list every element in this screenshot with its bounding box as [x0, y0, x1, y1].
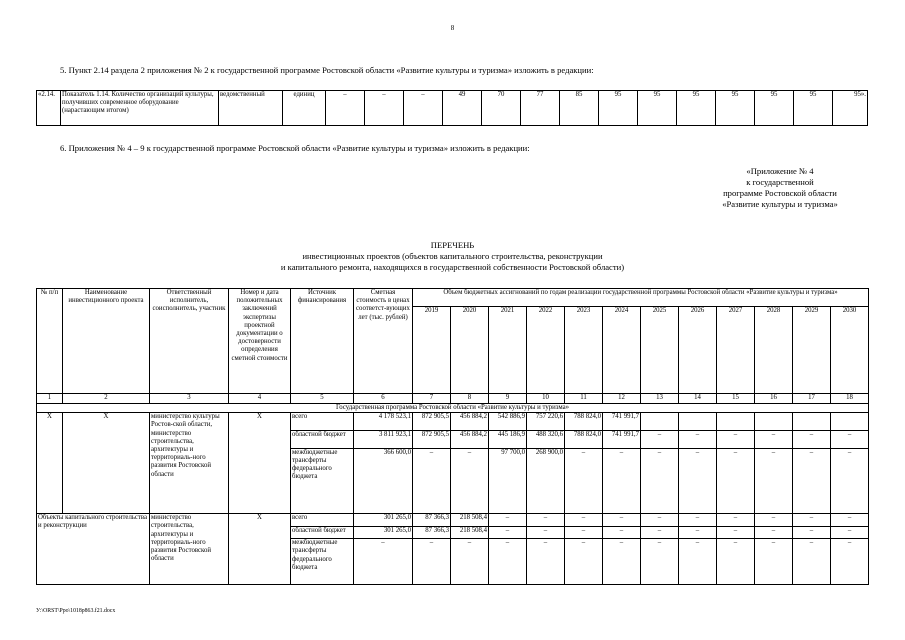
column-number: 5: [291, 394, 354, 404]
column-number: 8: [451, 394, 489, 404]
value-cell: –: [527, 514, 565, 527]
value-cell: –: [641, 448, 679, 513]
value-cell: –: [565, 526, 603, 539]
appendix-line: «Приложение № 4: [746, 166, 814, 176]
value-cell: –: [603, 514, 641, 527]
header-year: 2019: [413, 307, 451, 394]
column-number: 6: [354, 394, 413, 404]
funding-source: межбюджетные трансферты федерального бюджета: [291, 539, 354, 585]
header-year: 2029: [793, 307, 831, 394]
header-estimated-cost: Сметная стоимость в ценах соответст-вующих лет (тыс. рублей): [354, 289, 413, 394]
value-cell: 445 186,9: [489, 431, 527, 449]
value-cell: –: [679, 448, 717, 513]
value-cell: –: [565, 539, 603, 585]
funding-source: межбюджетные трансферты федерального бюджета: [291, 448, 354, 513]
paragraph-6: 6. Приложения № 4 – 9 к государственной программе Ростовской области «Развитие культуры и туризма» изложить в редакции:: [60, 143, 530, 153]
footer-path: У:\ORST\Ppo\1018p863.f21.docx: [36, 608, 116, 614]
conclusion: Х: [229, 514, 291, 585]
value-cell: 488 320,6: [527, 431, 565, 449]
indicator-cell: ведомственный: [219, 91, 283, 126]
value-cell: 218 508,4: [451, 514, 489, 527]
document-title: [0, 240, 905, 273]
value-cell: 218 508,4: [451, 526, 489, 539]
project-name: Х: [63, 413, 150, 514]
table-row: [37, 514, 869, 527]
value-cell: –: [679, 514, 717, 527]
column-number: 9: [489, 394, 527, 404]
value-cell: –: [451, 539, 489, 585]
indicator-cell: 49: [443, 91, 482, 126]
value-cell: –: [831, 539, 869, 585]
value-cell: 788 824,0: [565, 413, 603, 431]
header-budget: Объем бюджетных ассигнований по годам реализации государственной программы Ростовской области «Развитие культуры и туризма»: [413, 289, 869, 307]
header-project-name: Наименование инвестиционного проекта: [63, 289, 150, 394]
indicator-cell: 95: [755, 91, 794, 126]
value-cell: –: [755, 431, 793, 449]
value-cell: –: [527, 539, 565, 585]
indicator-cell: 95: [677, 91, 716, 126]
value-cell: –: [565, 448, 603, 513]
value-cell: 757 220,6: [527, 413, 565, 431]
value-cell: –: [755, 448, 793, 513]
column-number: 13: [641, 394, 679, 404]
indicator-cell: 85: [560, 91, 599, 126]
value-cell: –: [679, 539, 717, 585]
value-cell: –: [489, 514, 527, 527]
appendix-header: [700, 166, 860, 210]
column-number: 14: [679, 394, 717, 404]
value-cell: –: [793, 431, 831, 449]
header-year: 2025: [641, 307, 679, 394]
value-cell: –: [717, 514, 755, 527]
column-number: 15: [717, 394, 755, 404]
value-cell: –: [413, 448, 451, 513]
header-year: 2028: [755, 307, 793, 394]
value-cell: –: [641, 431, 679, 449]
indicator-cell: 70: [482, 91, 521, 126]
value-cell: 456 884,2: [451, 413, 489, 431]
value-cell: –: [831, 448, 869, 513]
value-cell: –: [717, 448, 755, 513]
value-cell: 97 700,0: [489, 448, 527, 513]
column-number: 17: [793, 394, 831, 404]
column-number: 16: [755, 394, 793, 404]
indicator-cell: –: [365, 91, 404, 126]
header-year: 2021: [489, 307, 527, 394]
header-funding-source: Источник финансирования: [291, 289, 354, 394]
value-cell: –: [717, 539, 755, 585]
column-number: 11: [565, 394, 603, 404]
value-cell: 3 811 923,1: [354, 431, 413, 449]
funding-source: всего: [291, 514, 354, 527]
value-cell: –: [755, 539, 793, 585]
title-line: и капитального ремонта, находящихся в государственной собственности Ростовской области): [280, 262, 625, 272]
column-number: 12: [603, 394, 641, 404]
value-cell: 87 366,3: [413, 526, 451, 539]
value-cell: [793, 413, 831, 431]
indicator-cell: 77: [521, 91, 560, 126]
paragraph-5: 5. Пункт 2.14 раздела 2 приложения № 2 к государственной программе Ростовской области «Развитие культуры и туризма» изложить в редакции:: [60, 65, 594, 75]
row-number: Х: [37, 413, 63, 514]
value-cell: –: [679, 526, 717, 539]
executor: министерство строительства, архитектуры и территориаль-ного развития Ростовской области: [150, 514, 229, 585]
value-cell: –: [641, 526, 679, 539]
value-cell: [831, 413, 869, 431]
value-cell: –: [641, 539, 679, 585]
indicator-cell: 95».: [833, 91, 868, 126]
title-line: инвестиционных проектов (объектов капитального строительства, реконструкции: [302, 251, 603, 261]
column-number: 7: [413, 394, 451, 404]
value-cell: 268 900,0: [527, 448, 565, 513]
value-cell: 4 178 523,1: [354, 413, 413, 431]
header-year: 2020: [451, 307, 489, 394]
value-cell: –: [755, 514, 793, 527]
header-executor: Ответственный исполнитель, соисполнитель, участник: [150, 289, 229, 394]
column-number: 18: [831, 394, 869, 404]
header-year: 2030: [831, 307, 869, 394]
indicator-cell: Показатель 1.14. Количество организаций культуры, получивших современное оборудование (нарастающим итогом): [61, 91, 219, 126]
value-cell: –: [793, 539, 831, 585]
value-cell: 366 600,0: [354, 448, 413, 513]
value-cell: –: [717, 431, 755, 449]
value-cell: –: [489, 539, 527, 585]
value-cell: 87 366,3: [413, 514, 451, 527]
value-cell: –: [717, 526, 755, 539]
indicator-table: [36, 90, 868, 126]
appendix-line: к государственной: [746, 177, 814, 187]
value-cell: –: [793, 448, 831, 513]
page-number: 8: [450, 24, 455, 32]
value-cell: –: [793, 526, 831, 539]
funding-source: областной бюджет: [291, 431, 354, 449]
indicator-cell: единиц: [283, 91, 326, 126]
column-number: 4: [229, 394, 291, 404]
value-cell: 301 265,0: [354, 514, 413, 527]
title-heading: ПЕРЕЧЕНЬ: [430, 240, 475, 250]
value-cell: 741 991,7: [603, 431, 641, 449]
value-cell: –: [831, 514, 869, 527]
value-cell: 456 884,2: [451, 431, 489, 449]
indicator-cell: –: [326, 91, 365, 126]
column-numbers-row: [37, 394, 869, 404]
conclusion: Х: [229, 413, 291, 514]
value-cell: [679, 413, 717, 431]
header-year: 2023: [565, 307, 603, 394]
value-cell: –: [354, 539, 413, 585]
funding-source: всего: [291, 413, 354, 431]
indicator-cell: 95: [716, 91, 755, 126]
value-cell: –: [603, 539, 641, 585]
value-cell: 301 265,0: [354, 526, 413, 539]
value-cell: –: [603, 526, 641, 539]
value-cell: 741 991,7: [603, 413, 641, 431]
funding-source: областной бюджет: [291, 526, 354, 539]
column-number: 10: [527, 394, 565, 404]
value-cell: –: [831, 526, 869, 539]
value-cell: –: [565, 514, 603, 527]
indicator-cell: 95: [794, 91, 833, 126]
executor: министерство культуры Ростов-ской области, министерство строительства, архитектуры и территориаль-ного развития Ростовской области: [150, 413, 229, 514]
value-cell: 872 905,5: [413, 431, 451, 449]
header-year: 2024: [603, 307, 641, 394]
indicator-cell: 95: [638, 91, 677, 126]
section-title: Государственная программа Ростовской области «Развитие культуры и туризма»: [37, 404, 869, 413]
column-number: 1: [37, 394, 63, 404]
value-cell: [641, 413, 679, 431]
header-year: 2026: [679, 307, 717, 394]
value-cell: –: [489, 526, 527, 539]
header-conclusion: Номер и дата положительных заключений экспертизы проектной документации о достоверности определения сметной стоимости: [229, 289, 291, 394]
value-cell: –: [641, 514, 679, 527]
indicator-cell: –: [404, 91, 443, 126]
header-year: 2022: [527, 307, 565, 394]
value-cell: –: [679, 431, 717, 449]
appendix-line: «Развитие культуры и туризма»: [722, 199, 838, 209]
project-name: Объекты капитального строительства и реконструкции: [37, 514, 150, 585]
value-cell: 788 824,0: [565, 431, 603, 449]
value-cell: [755, 413, 793, 431]
column-number: 2: [63, 394, 150, 404]
value-cell: –: [527, 526, 565, 539]
value-cell: [717, 413, 755, 431]
value-cell: –: [793, 514, 831, 527]
column-number: 3: [150, 394, 229, 404]
appendix-line: программе Ростовской области: [723, 188, 837, 198]
header-number: № п/п: [37, 289, 63, 394]
indicator-row: [37, 91, 868, 126]
value-cell: –: [451, 448, 489, 513]
header-year: 2027: [717, 307, 755, 394]
value-cell: –: [831, 431, 869, 449]
value-cell: 542 886,9: [489, 413, 527, 431]
value-cell: –: [603, 448, 641, 513]
indicator-cell: 95: [599, 91, 638, 126]
table-row: [37, 413, 869, 431]
indicator-cell: «2.14.: [37, 91, 61, 126]
value-cell: –: [413, 539, 451, 585]
value-cell: 872 905,5: [413, 413, 451, 431]
projects-table: [36, 288, 869, 585]
value-cell: –: [755, 526, 793, 539]
